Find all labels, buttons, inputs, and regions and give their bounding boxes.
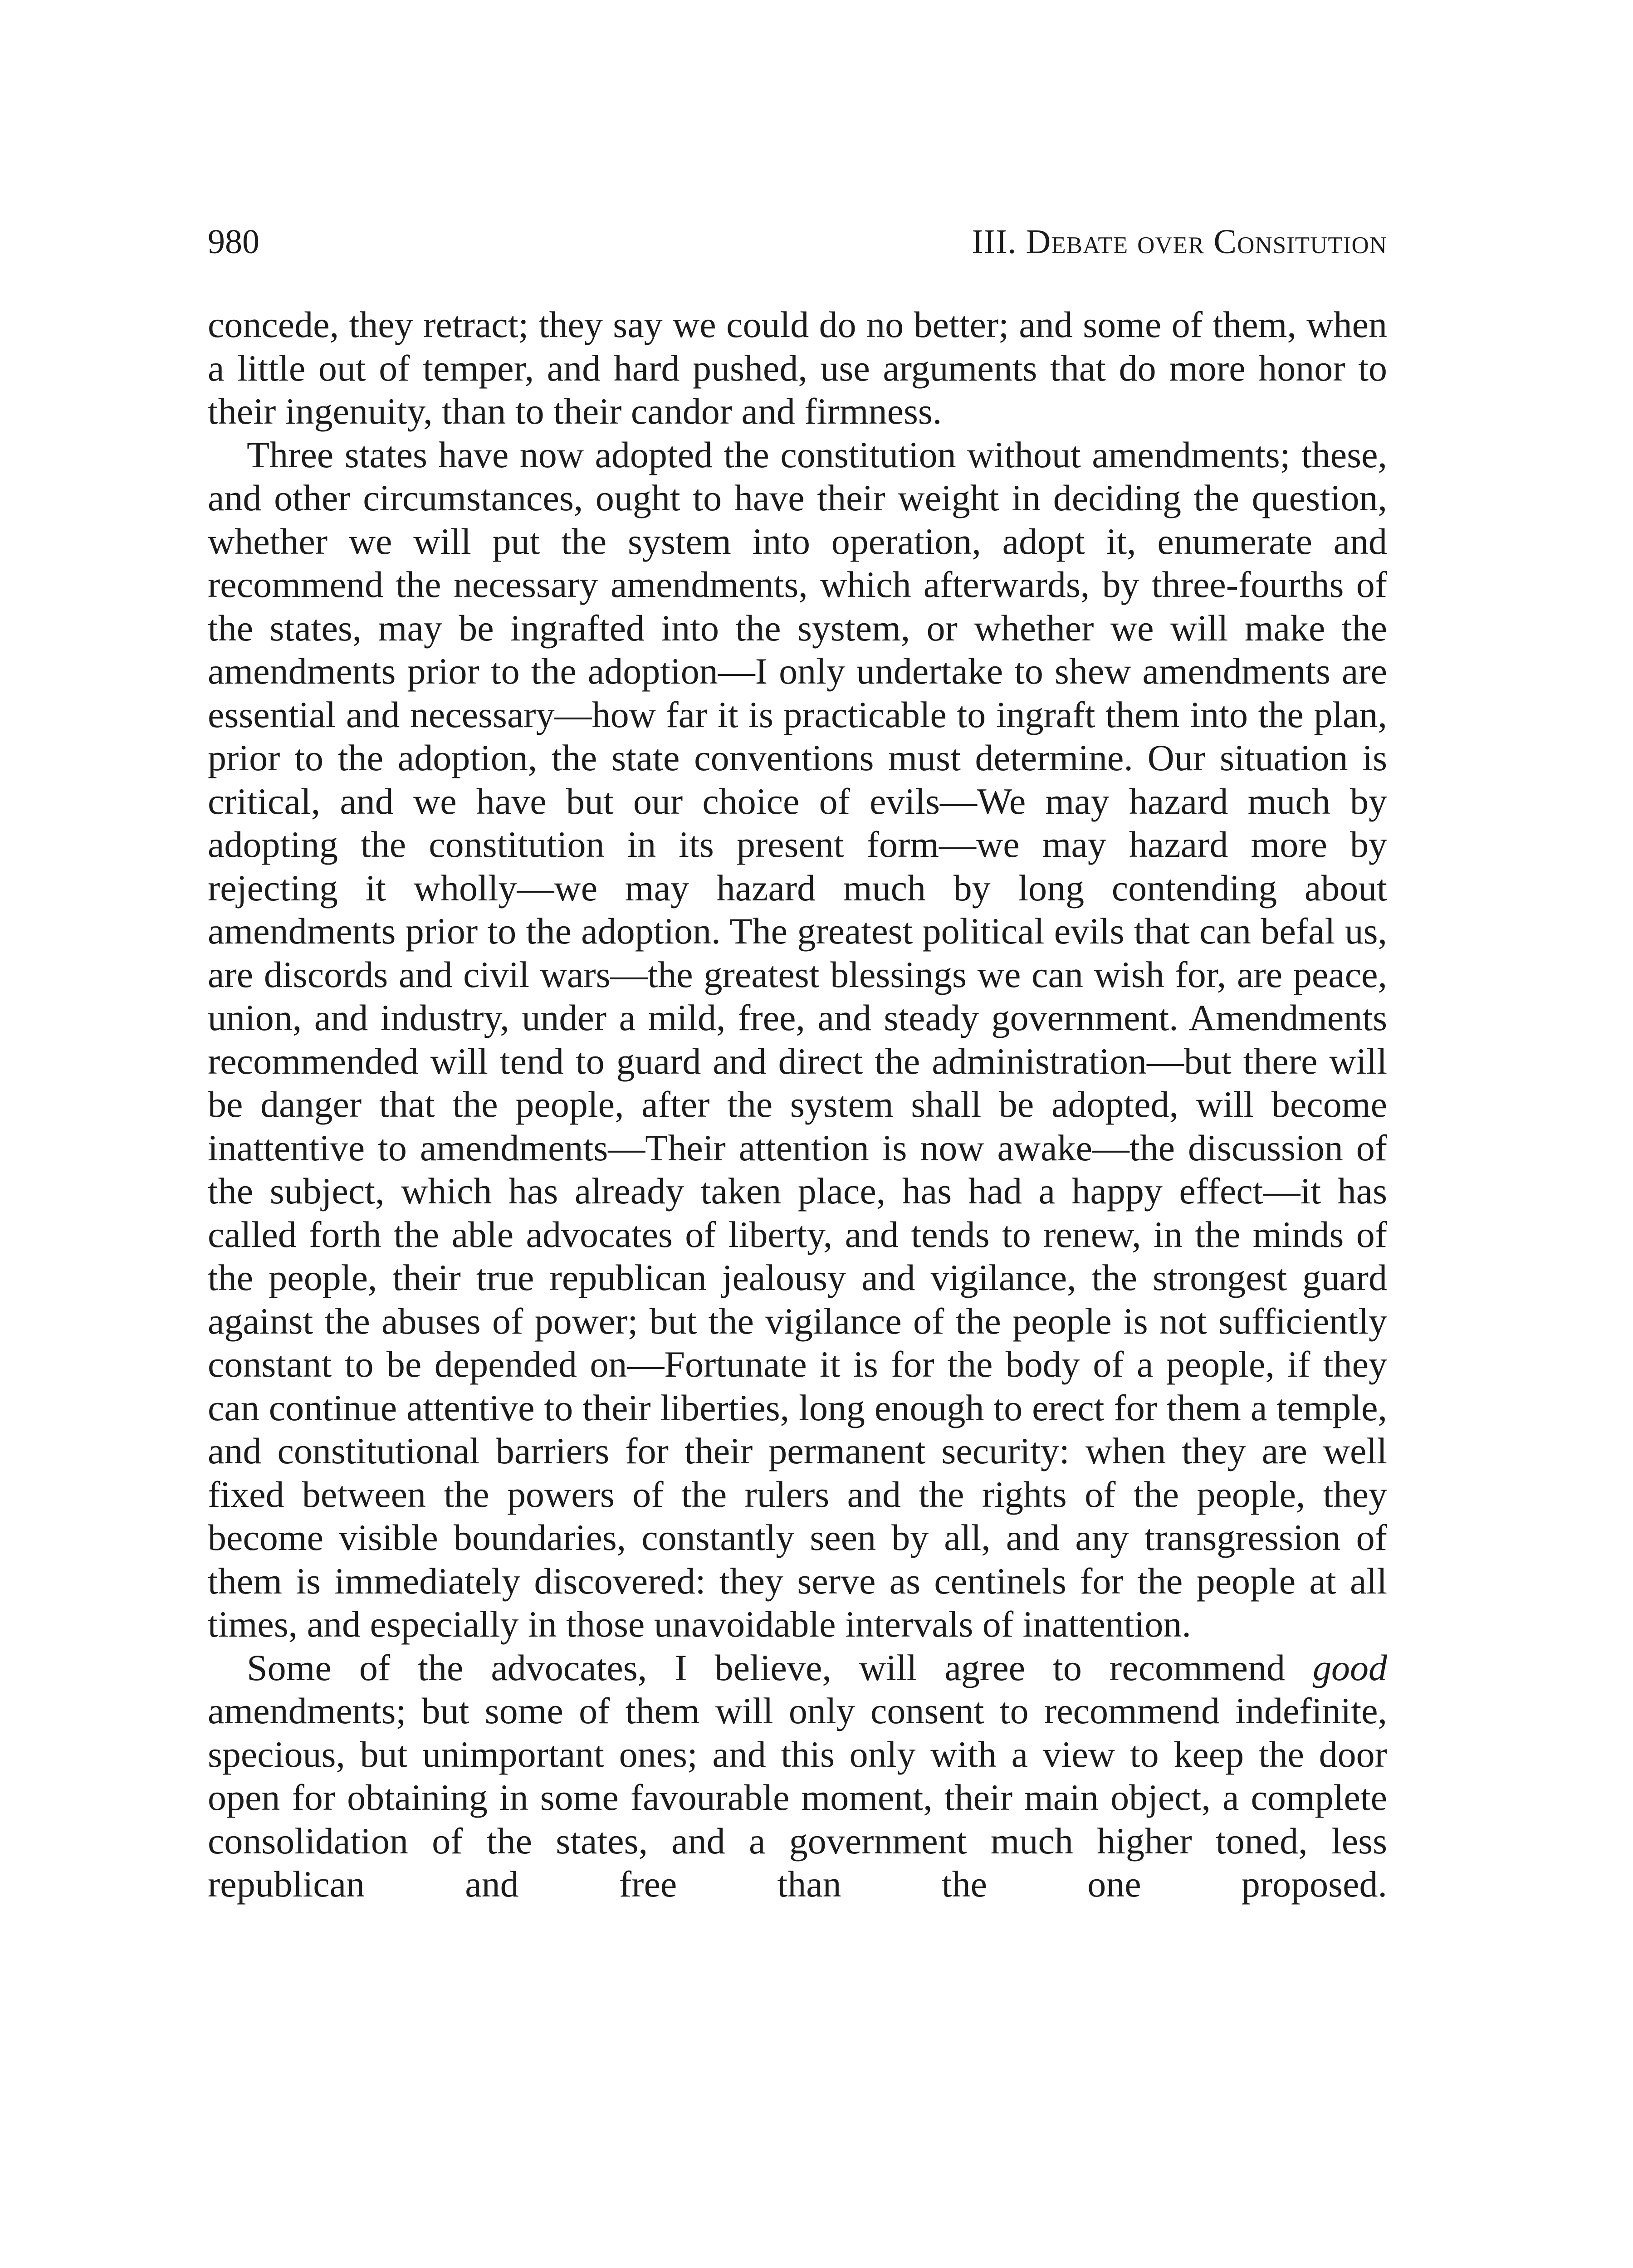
paragraph	[208, 1646, 1387, 1906]
paragraph-text: amendments; but some of them will only consent to recommend indefinite, specious, but unimportant ones; and this only with a view to keep the door open for obtaining in some favourable moment, their main object, a complete consolidation of the states, and a government much higher toned, less republican and free than the one proposed.	[208, 1690, 1387, 1905]
text-body	[208, 303, 1387, 1906]
paragraph: concede, they retract; they say we could do no better; and some of them, when a little out of temper, and hard pushed, use arguments that do more honor to their ingenuity, than to their candor and firmness.	[208, 304, 1387, 432]
paragraph-text: Some of the advocates, I believe, will agree to recommend	[247, 1647, 1313, 1688]
paragraph: Three states have now adopted the constitution without amendments; these, and other circumstances, ought to have their weight in deciding the question, whether we will put the system into operation, adopt it, enumerate and recommend the necessary amendments, which afterwards, by three-fourths of the states, may be ingrafted into the system, or whether we will make the amendments prior to the adoption—I only undertake to shew amendments are essential and necessary—how far it is practicable to ingraft them into the plan, prior to the adoption, the state conventions must determine. Our situation is critical, and we have but our choice of evils—We may hazard much by adopting the constitution in its present form—we may hazard more by rejecting it wholly—we may hazard much by long contending about amendments prior to the adoption. The greatest political evils that can befal us, are discords and civil wars—the greatest blessings we can wish for, are peace, union, and industry, under a mild, free, and steady government. Amendments recommended will tend to guard and direct the administration—but there will be danger that the people, after the system shall be adopted, will become inattentive to amendments—Their attention is now awake—the discussion of the subject, which has already taken place, has had a happy effect—it has called forth the able advocates of liberty, and tends to renew, in the minds of the people, their true republican jealousy and vigilance, the strongest guard against the abuses of power; but the vigilance of the people is not sufficiently constant to be depended on—Fortunate it is for the body of a people, if they can continue attentive to their liberties, long enough to erect for them a temple, and constitutional barriers for their permanent security: when they are well fixed between the powers of the rulers and the rights of the people, they become visible boundaries, constantly seen by all, and any transgression of them is immediately discovered: they serve as centinels for the people at all times, and especially in those unavoidable intervals of inattention.	[208, 434, 1387, 1645]
page-header	[208, 217, 1387, 267]
running-head: III. Debate over Consitution	[972, 223, 1387, 261]
page-number: 980	[208, 223, 259, 261]
emphasis-text: good	[1313, 1647, 1387, 1688]
